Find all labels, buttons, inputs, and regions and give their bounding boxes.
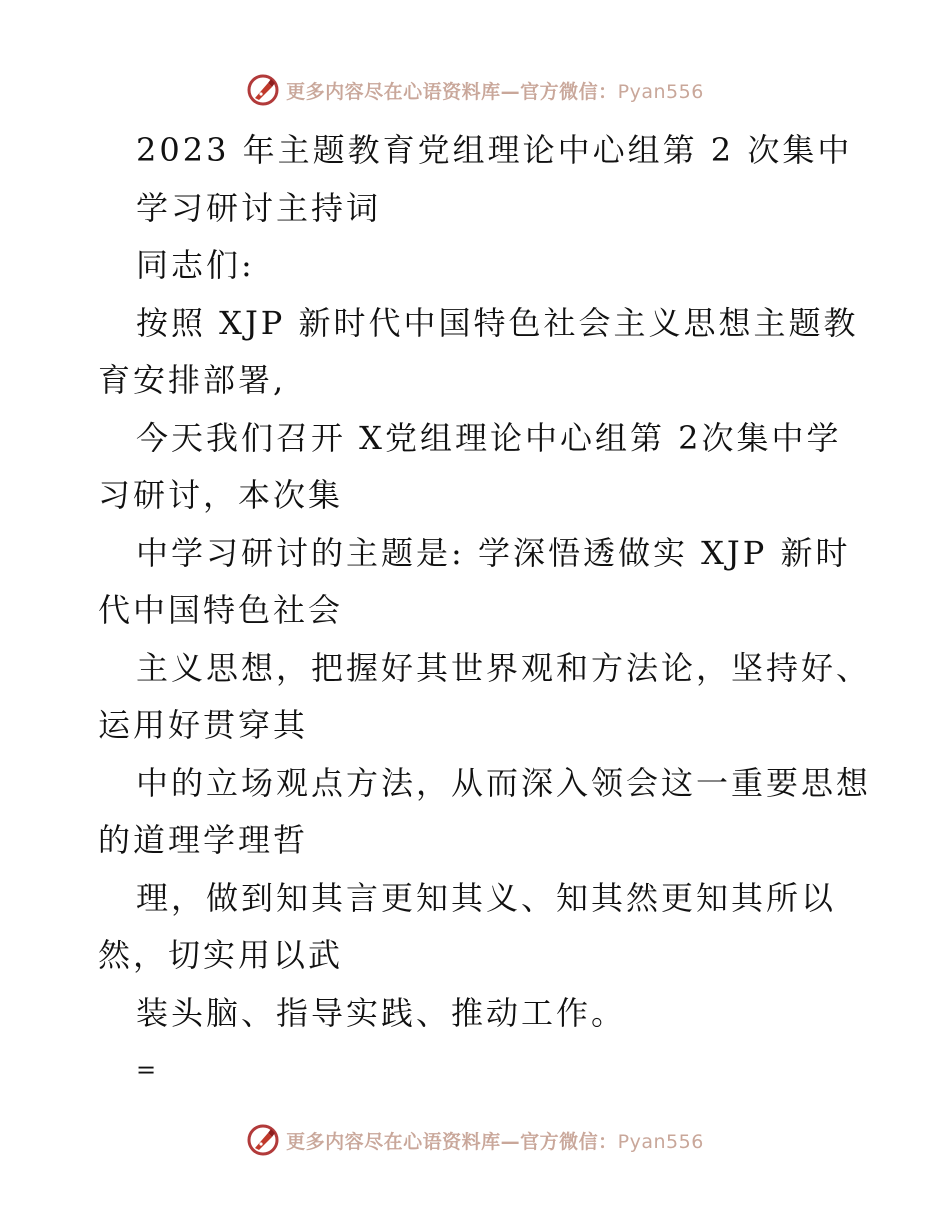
- section-marker: =: [136, 1056, 157, 1084]
- watermark-text: 更多内容尽在心语资料库—官方微信：Pyan556: [286, 1130, 704, 1153]
- title-line-1: 2023 年主题教育党组理论中心组第 2 次集中: [136, 131, 853, 169]
- title-line-2: 学习研讨主持词: [136, 188, 382, 227]
- paragraph-line: 习研讨，本次集: [98, 476, 344, 514]
- paragraph-line: 然，切实用以武: [98, 936, 344, 974]
- paragraph-line: 按照 XJP 新时代中国特色社会主义思想主题教: [136, 303, 859, 342]
- paragraph-line: 中的立场观点方法，从而深入领会这一重要思想: [136, 763, 872, 802]
- header-watermark: [0, 70, 950, 110]
- paragraph-line: 理，做到知其言更知其义、知其然更知其所以: [136, 878, 837, 917]
- watermark-text: 更多内容尽在心语资料库—官方微信：Pyan556: [286, 80, 704, 103]
- document-body: [98, 122, 872, 1100]
- fountain-pen-logo-icon: [246, 73, 280, 107]
- fountain-pen-logo-icon: [246, 1123, 280, 1157]
- paragraph-line: 装头脑、指导实践、推动工作。: [136, 993, 627, 1032]
- paragraph-line: 今天我们召开 X党组理论中心组第 2次集中学: [136, 418, 842, 457]
- paragraph-line: 的道理学理哲: [98, 821, 309, 859]
- salutation: 同志们:: [136, 246, 255, 284]
- paragraph-line: 中学习研讨的主题是: 学深悟透做实 XJP 新时: [136, 533, 851, 572]
- paragraph-line: 主义思想，把握好其世界观和方法论，坚持好、: [136, 648, 872, 687]
- footer-watermark: [0, 1120, 950, 1160]
- paragraph-line: 育安排部署,: [98, 361, 287, 399]
- paragraph-line: 运用好贯穿其: [98, 706, 309, 744]
- paragraph-line: 代中国特色社会: [98, 591, 344, 629]
